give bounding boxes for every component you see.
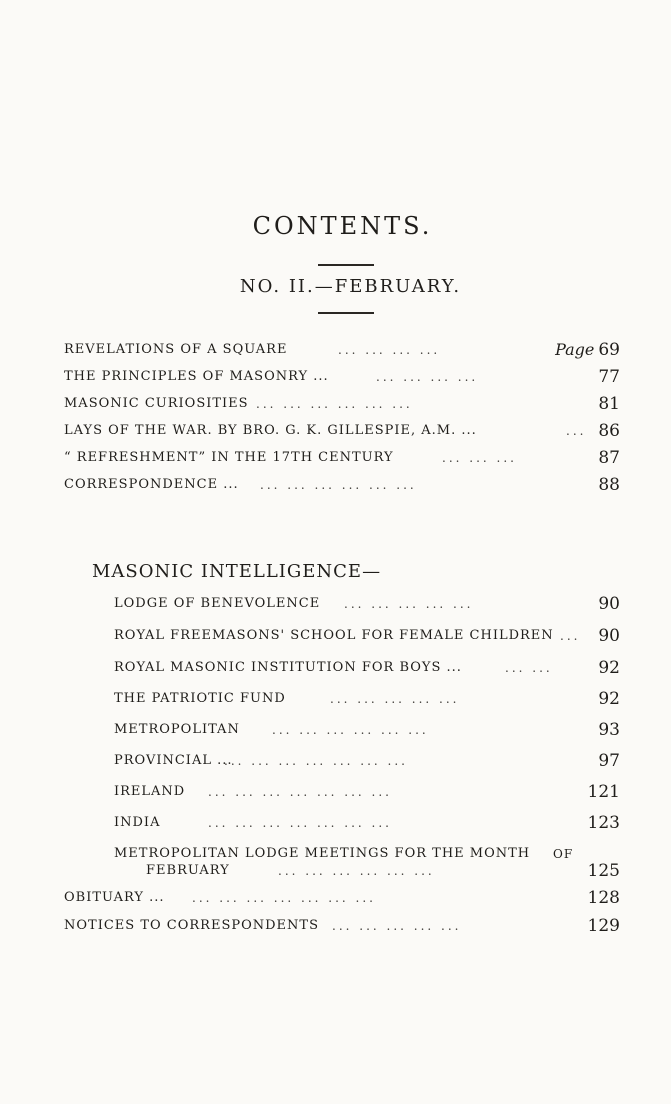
leader-dots: ... ... ... ... bbox=[338, 343, 441, 357]
toc-subentry bbox=[0, 780, 671, 804]
leader-dots: ... ... ... ... ... ... bbox=[272, 723, 429, 737]
leader-dots: ... ... ... ... ... ... bbox=[260, 478, 417, 492]
toc-entry-page: 128 bbox=[587, 888, 620, 908]
subtitle-rule bbox=[318, 312, 374, 314]
toc-entry-page: 86 bbox=[598, 421, 620, 441]
leader-dots: ... ... ... bbox=[442, 451, 517, 465]
toc-entry bbox=[0, 446, 671, 470]
toc-entry-title: LODGE OF BENEVOLENCE bbox=[114, 596, 321, 611]
toc-subentry-continuation bbox=[0, 859, 671, 883]
toc-entry-page: 123 bbox=[587, 813, 620, 833]
toc-entry-title: PROVINCIAL ... bbox=[114, 753, 233, 768]
toc-entry-page: 77 bbox=[598, 367, 620, 387]
toc-entry-title: ROYAL FREEMASONS' SCHOOL FOR FEMALE CHILDREN bbox=[114, 628, 554, 643]
toc-subentry bbox=[0, 718, 671, 742]
leader-dots: ... ... ... ... ... bbox=[330, 692, 460, 706]
leader-dots: ... ... ... ... ... bbox=[344, 597, 474, 611]
toc-entry-title: THE PATRIOTIC FUND bbox=[114, 691, 286, 706]
leader-dots: ... ... ... ... ... ... ... bbox=[224, 754, 408, 768]
toc-entry-page: 87 bbox=[598, 448, 620, 468]
toc-subentry bbox=[0, 687, 671, 711]
toc-entry-title: OBITUARY ... bbox=[64, 890, 165, 905]
toc-entry-title: METROPOLITAN LODGE MEETINGS FOR THE MONTH bbox=[114, 846, 531, 861]
toc-entry-title: LAYS OF THE WAR. BY BRO. G. K. GILLESPIE, A.M. ... bbox=[64, 423, 477, 438]
toc-entry-page: 90 bbox=[598, 626, 620, 646]
toc-entry-title: METROPOLITAN bbox=[114, 722, 240, 737]
toc-entry bbox=[0, 419, 671, 443]
page-title: CONTENTS. bbox=[252, 212, 433, 240]
toc-entry-title: REVELATIONS OF A SQUARE bbox=[64, 342, 288, 357]
toc-entry-page: 93 bbox=[598, 720, 620, 740]
toc-subentry bbox=[0, 749, 671, 773]
toc-entry-title: CORRESPONDENCE ... bbox=[64, 477, 239, 492]
toc-entry-title: NOTICES TO CORRESPONDENTS bbox=[64, 918, 319, 933]
toc-entry-title: ROYAL MASONIC INSTITUTION FOR BOYS ... bbox=[114, 660, 462, 675]
toc-subentry bbox=[0, 656, 671, 680]
section-heading: MASONIC INTELLIGENCE— bbox=[92, 561, 382, 582]
toc-entry-page: 125 bbox=[587, 861, 620, 881]
leader-dots: ... ... ... ... ... bbox=[332, 919, 462, 933]
toc-entry-page: 97 bbox=[598, 751, 620, 771]
leader-dots: ... ... ... ... ... ... ... bbox=[208, 816, 392, 830]
toc-entry bbox=[0, 914, 671, 938]
toc-entry bbox=[0, 338, 671, 362]
toc-entry-page: 92 bbox=[598, 658, 620, 678]
toc-subentry bbox=[0, 624, 671, 648]
toc-entry-title: MASONIC CURIOSITIES bbox=[64, 396, 249, 411]
toc-entry-title: “ REFRESHMENT” IN THE 17TH CENTURY bbox=[64, 450, 394, 465]
toc-entry bbox=[0, 365, 671, 389]
toc-entry-page: 129 bbox=[587, 916, 620, 936]
leader-dots: ... ... ... ... ... ... ... bbox=[208, 785, 392, 799]
title-rule bbox=[318, 264, 374, 266]
toc-entry bbox=[0, 473, 671, 497]
toc-entry bbox=[0, 886, 671, 910]
toc-entry-title: INDIA bbox=[114, 815, 161, 830]
toc-entry-page: 121 bbox=[587, 782, 620, 802]
toc-entry-title: THE PRINCIPLES OF MASONRY ... bbox=[64, 369, 329, 384]
toc-subentry bbox=[0, 592, 671, 616]
toc-entry-page: 88 bbox=[598, 475, 620, 495]
issue-subtitle: NO. II.—FEBRUARY. bbox=[239, 276, 462, 297]
toc-subentry bbox=[0, 811, 671, 835]
page-label: Page bbox=[555, 340, 595, 359]
leader-dots: ... ... ... ... bbox=[376, 370, 479, 384]
toc-entry-title: IRELAND bbox=[114, 784, 186, 799]
toc-entry-title-end: OF bbox=[553, 847, 574, 861]
leader-dots: ... bbox=[560, 629, 581, 643]
leader-dots: ... ... ... ... ... ... bbox=[278, 864, 435, 878]
leader-dots: ... ... bbox=[505, 661, 553, 675]
leader-dots: ... ... ... ... ... ... bbox=[256, 397, 413, 411]
toc-entry-page: Page 69 bbox=[555, 340, 620, 360]
toc-entry bbox=[0, 392, 671, 416]
toc-entry-page: 81 bbox=[598, 394, 620, 414]
leader-dots: ... bbox=[566, 424, 587, 438]
toc-entry-title-continuation: FEBRUARY bbox=[146, 863, 230, 878]
leader-dots: ... ... ... ... ... ... ... bbox=[192, 891, 376, 905]
toc-entry-page: 90 bbox=[598, 594, 620, 614]
toc-entry-page: 92 bbox=[598, 689, 620, 709]
